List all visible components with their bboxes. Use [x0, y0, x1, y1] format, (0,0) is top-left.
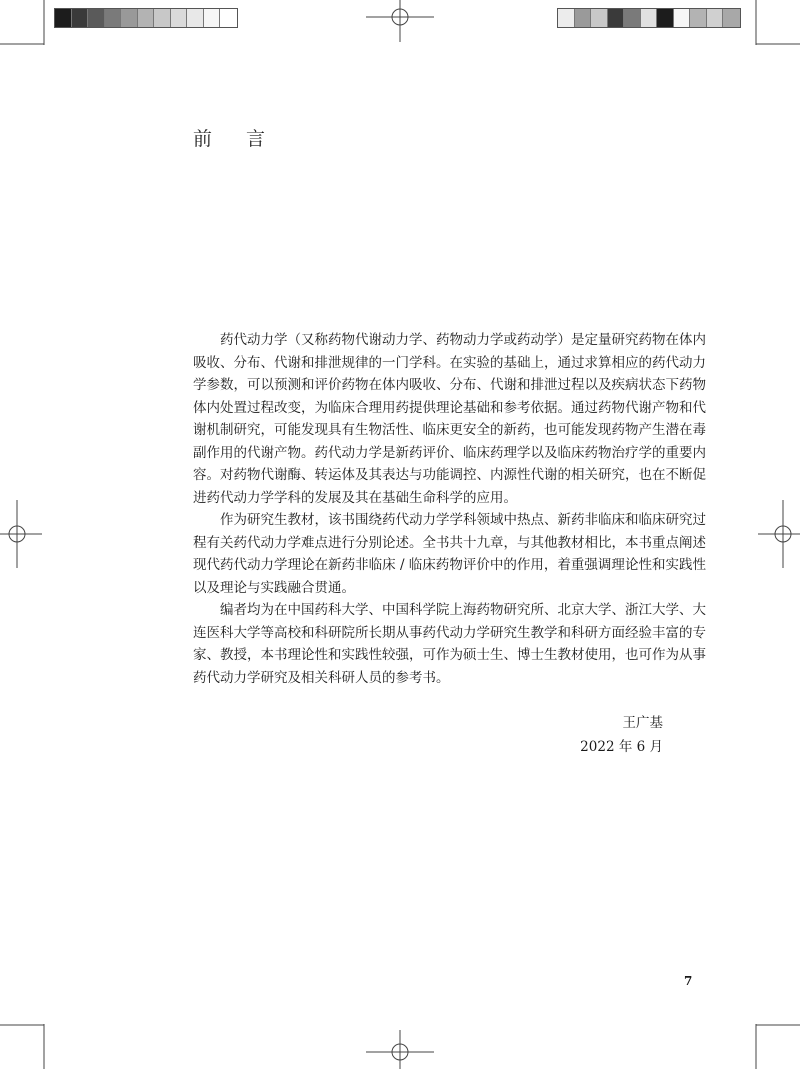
date: 2022 年 6 月: [580, 739, 663, 755]
color-swatch: [591, 9, 608, 27]
page-title: 前 言: [193, 128, 280, 150]
color-swatch: [575, 9, 592, 27]
color-swatch: [624, 9, 641, 27]
page-number: 7: [684, 974, 693, 988]
color-calibration-bar-right: [557, 8, 741, 28]
color-swatch: [674, 9, 691, 27]
color-swatch: [171, 9, 188, 27]
paragraph: 作为研究生教材，该书围绕药代动力学学科领域中热点、新药非临床和临床研究过程有关药代动力学难点进行分别论述。全书共十九章，与其他教材相比，本书重点阐述现代药代动力学理论在新药非临床 / 临床药物评价中的作用，着重强调理论性和实践性以及理论与实践融合贯通。: [193, 512, 706, 596]
color-swatch: [105, 9, 122, 27]
color-swatch: [88, 9, 105, 27]
color-swatch: [657, 9, 674, 27]
author-name: 王广基: [622, 715, 663, 731]
color-swatch: [187, 9, 204, 27]
paragraph: 药代动力学（又称药物代谢动力学、药物动力学或药动学）是定量研究药物在体内吸收、分布、代谢和排泄规律的一门学科。在实验的基础上，通过求算相应的药代动力学参数，可以预测和评价药物在体内吸收、分布、代谢和排泄过程以及疾病状态下药物体内处置过程改变，为临床合理用药提供理论基础和参考依据。通过药物代谢产物和代谢机制研究，可能发现具有生物活性、临床更安全的新药，也可能发现药物产生潜在毒副作用的代谢产物。药代动力学是新药评价、临床药理学以及临床药物治疗学的重要内容。对药物代谢酶、转运体及其表达与功能调控、内源性代谢的相关研究，也在不断促进药代动力学学科的发展及其在基础生命科学的应用。: [193, 332, 706, 506]
color-swatch: [72, 9, 89, 27]
color-swatch: [204, 9, 221, 27]
signature-block: [580, 711, 663, 759]
color-swatch: [690, 9, 707, 27]
color-swatch: [641, 9, 658, 27]
paragraph: 编者均为在中国药科大学、中国科学院上海药物研究所、北京大学、浙江大学、大连医科大学等高校和科研院所长期从事药代动力学研究生教学和科研方面经验丰富的专家、教授，本书理论性和实践性较强，可作为硕士生、博士生教材使用，也可作为从事药代动力学研究及相关科研人员的参考书。: [193, 602, 706, 686]
color-swatch: [121, 9, 138, 27]
color-swatch: [138, 9, 155, 27]
color-swatch: [707, 9, 724, 27]
color-calibration-bar-left: [54, 8, 238, 28]
color-swatch: [608, 9, 625, 27]
preface-body: [193, 329, 706, 689]
color-swatch: [723, 9, 740, 27]
color-swatch: [154, 9, 171, 27]
color-swatch: [220, 9, 237, 27]
color-swatch: [558, 9, 575, 27]
color-swatch: [55, 9, 72, 27]
